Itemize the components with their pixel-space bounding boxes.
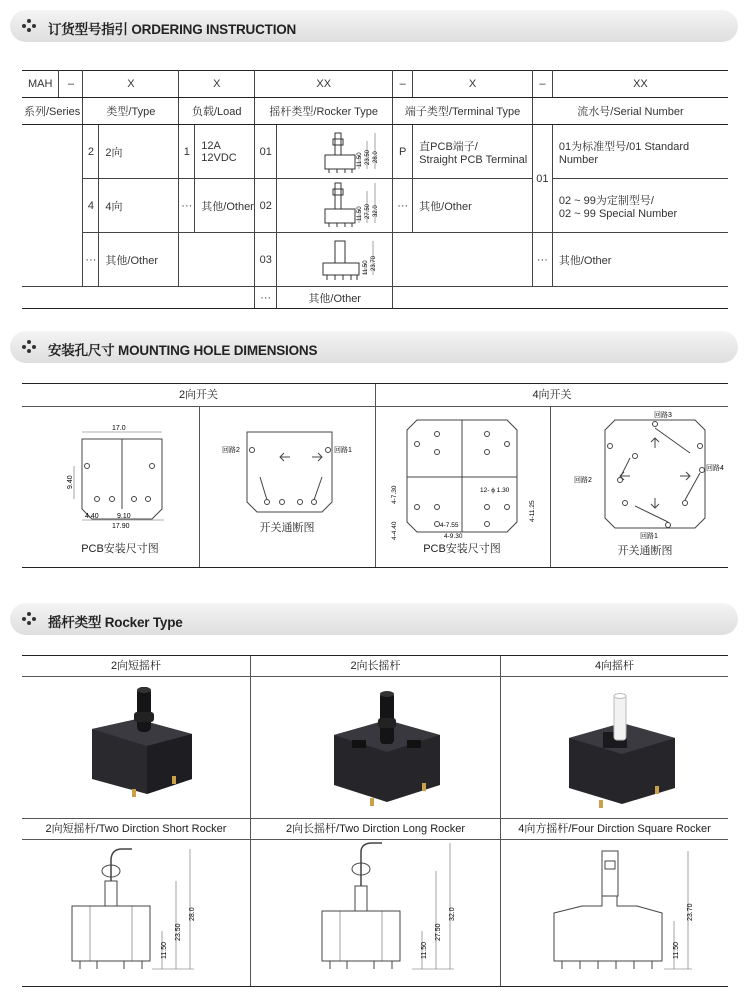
rocker-section (22, 655, 728, 987)
divider (250, 656, 251, 986)
dim-label: 32.0 (373, 205, 380, 217)
header-terminal: 端子类型/Terminal Type (393, 98, 533, 125)
long-rocker-drawing-large (312, 841, 482, 981)
square-rocker-drawing (277, 233, 392, 283)
up-arrow-icon (651, 438, 659, 448)
dim-label: 28.0 (189, 907, 196, 921)
dim-label: 11.50 (673, 942, 680, 959)
dim-label: 4-11.25 (529, 500, 536, 522)
header-type: 类型/Type (83, 98, 179, 125)
divider (199, 406, 200, 567)
long-rocker-drawing (277, 179, 392, 229)
type-label: 其他/Other (99, 233, 179, 287)
dim-label: 32.0 (449, 907, 456, 921)
code-row (22, 71, 728, 98)
type-code: 2 (83, 125, 99, 179)
code-terminal: X (413, 71, 533, 98)
square-rocker-photo (557, 678, 687, 813)
dim-label: 9.40 (67, 475, 74, 489)
code-series: MAH (22, 71, 59, 98)
drawing-title: 2向短摇杆/Two Dirction Short Rocker (45, 823, 227, 835)
header-series: 系列/Series (22, 98, 83, 125)
drawing-title: 2向长摇杆/Two Dirction Long Rocker (285, 823, 466, 835)
dim-label: 4-9.30 (444, 533, 463, 540)
dim-label: 11.50 (363, 260, 370, 275)
drawing-title: 4向方摇杆/Four Dirction Square Rocker (518, 823, 711, 835)
serial-label-cn: 02 ~ 99为定制型号/ (558, 194, 654, 207)
header-serial: 流水号/Serial Number (532, 98, 728, 125)
short-rocker-drawing-large (62, 841, 232, 981)
right-arrow-icon (680, 472, 690, 480)
dim-label: 4-7.30 (391, 485, 398, 504)
rocker-code: 03 (255, 233, 277, 287)
ordering-title: 订货型号指引 ORDERING INSTRUCTION (48, 22, 297, 37)
rocker-title: 摇杆类型 Rocker Type (48, 615, 183, 630)
table-row (22, 287, 728, 309)
two-way-header: 2向开关 (22, 384, 375, 407)
code-dash: – (532, 71, 552, 98)
terminal-label (413, 125, 533, 179)
dim-label: 27.50 (365, 203, 372, 219)
mounting-title: 安装孔尺寸 MOUNTING HOLE DIMENSIONS (48, 343, 318, 358)
dim-label: 11.50 (357, 206, 364, 221)
header-rocker: 摇杆类型/Rocker Type (255, 98, 393, 125)
rocker-code: 01 (255, 125, 277, 179)
short-rocker-drawing (277, 125, 392, 175)
bullet-dots-icon (22, 19, 42, 33)
circuit-label: 回路2 (222, 447, 240, 454)
dim-label: 23.70 (687, 903, 694, 921)
table-row (22, 125, 728, 179)
terminal-code: ··· (393, 179, 413, 233)
divider (550, 406, 551, 567)
dim-label: 4-7.55 (440, 522, 459, 529)
circuit-label: 回路4 (706, 465, 724, 472)
switch-caption: 开关通断图 (617, 545, 673, 557)
dim-label: 28.0 (373, 151, 380, 163)
dim-label: 27.50 (435, 923, 442, 941)
dim-label: 11.50 (357, 152, 364, 167)
bullet-dots-icon (22, 612, 42, 626)
code-load: X (179, 71, 255, 98)
serial-label: 其他/Other (552, 233, 728, 287)
left-arrow-icon (280, 453, 290, 461)
serial-label (552, 179, 728, 233)
code-rocker: XX (255, 71, 393, 98)
serial-code: 01 (532, 125, 552, 233)
mounting-banner (10, 331, 738, 363)
photo-header-row (22, 656, 728, 677)
load-label: 12A 12VDC (195, 125, 255, 179)
pcb-caption: PCB安装尺寸图 (423, 543, 501, 555)
circuit-label: 回路1 (334, 447, 352, 454)
dim-label: 23.70 (371, 255, 378, 271)
code-dash: – (59, 71, 83, 98)
down-arrow-icon (651, 498, 659, 508)
code-serial: XX (552, 71, 728, 98)
circuit-label: 回路3 (654, 412, 672, 419)
photo-title: 2向短摇杆 (110, 660, 162, 672)
load-label: 其他/Other (195, 179, 255, 233)
rocker-thumb-short (277, 125, 393, 179)
divider (375, 384, 376, 567)
four-way-pcb-diagram (382, 412, 547, 542)
header-row (22, 98, 728, 125)
dim-label: 23.50 (175, 923, 182, 941)
load-code: 1 (179, 125, 195, 179)
dim-label: 12- ϕ 1.30 (480, 487, 510, 494)
divider (500, 656, 501, 986)
dim-label: 17.90 (112, 523, 130, 530)
four-way-switch-diagram (560, 408, 725, 540)
type-code: 4 (83, 179, 99, 233)
dim-label: 17.0 (112, 425, 126, 432)
terminal-code: P (393, 125, 413, 179)
two-way-pcb-diagram (52, 414, 197, 544)
ordering-table (22, 70, 728, 309)
two-way-switch-diagram (212, 422, 367, 532)
left-arrow-icon (620, 472, 630, 480)
type-label: 4向 (99, 179, 179, 233)
serial-label-en: 02 ~ 99 Special Number (558, 207, 678, 220)
bullet-dots-icon (22, 340, 42, 354)
rocker-code: ··· (255, 287, 277, 309)
rocker-thumb-square (277, 233, 393, 287)
dim-label: 4-4.40 (391, 521, 398, 540)
photo-title: 2向长摇杆 (350, 660, 401, 672)
serial-label: 01为标准型号/01 Standard Number (552, 125, 728, 179)
short-rocker-photo (77, 684, 207, 814)
terminal-label-cn: 直PCB端子/ (419, 140, 478, 153)
dim-label: 23.50 (365, 149, 372, 165)
type-label: 2向 (99, 125, 179, 179)
table-row (22, 233, 728, 287)
load-code: ··· (179, 179, 195, 233)
dim-label: 4.40 (85, 513, 99, 520)
terminal-label-en: Straight PCB Terminal (419, 153, 528, 166)
photo-title: 4向摇杆 (594, 660, 635, 672)
dim-label: 11.50 (421, 942, 428, 959)
terminal-label: 其他/Other (413, 179, 533, 233)
code-type: X (83, 71, 179, 98)
ordering-banner (10, 10, 738, 42)
square-rocker-drawing-large (542, 841, 717, 981)
type-code: ··· (83, 233, 99, 287)
code-dash: – (393, 71, 413, 98)
dim-label: 11.50 (161, 942, 168, 959)
rocker-banner (10, 603, 738, 635)
long-rocker-photo (322, 680, 452, 815)
circuit-label: 回路2 (574, 477, 592, 484)
header-load: 负载/Load (179, 98, 255, 125)
switch-caption: 开关通断图 (259, 522, 315, 534)
rocker-label: 其他/Other (277, 287, 393, 309)
serial-code: ··· (532, 233, 552, 287)
rocker-thumb-long (277, 179, 393, 233)
table-row (22, 179, 728, 233)
drawing-header-row (22, 818, 728, 840)
circuit-label: 回路1 (640, 533, 658, 540)
dim-label: 9.10 (117, 513, 131, 520)
rocker-code: 02 (255, 179, 277, 233)
four-way-header: 4向开关 (376, 384, 728, 407)
pcb-caption: PCB安装尺寸图 (81, 543, 159, 555)
right-arrow-icon (312, 453, 322, 461)
mounting-section (22, 383, 728, 568)
